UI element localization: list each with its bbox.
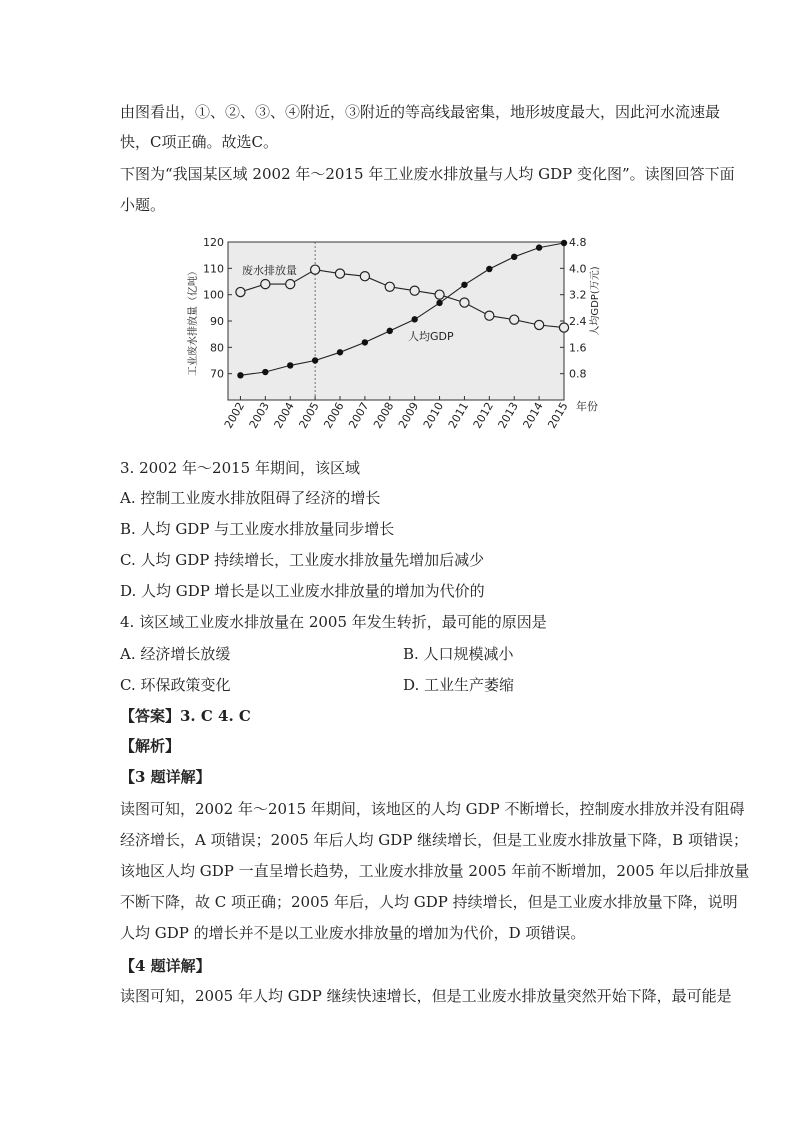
y-right-tick-label: 3.2: [569, 288, 587, 302]
q4-stem: 4. 该区域工业废水排放量在 2005 年发生转折，最可能的原因是: [120, 613, 547, 631]
detail-3-line-2: 经济增长，A 项错误；2005 年后人均 GDP 继续增长，但是工业废水排放量下降，B 项错误；: [120, 831, 748, 849]
x-tick-label: 2007: [346, 400, 372, 431]
x-tick-label: 2006: [321, 400, 347, 431]
gdp-point: [561, 240, 567, 246]
x-tick-label: 2002: [221, 400, 248, 431]
gdp-point: [486, 266, 492, 272]
intro-line-2: 快，C项正确。故选C。: [120, 133, 278, 151]
x-tick-label: 2010: [420, 400, 447, 431]
detail-3-line-5: 人均 GDP 的增长并不是以工业废水排放量的增加为代价，D 项错误。: [120, 924, 586, 942]
y-left-tick-label: 100: [203, 288, 224, 302]
intro-line-4: 小题。: [120, 196, 166, 214]
wastewater-gdp-chart: [186, 228, 606, 440]
intro-line-1: 由图看出，①、②、③、④附近，③附近的等高线最密集，地形坡度最大，因此河水流速最: [120, 103, 721, 121]
detail-4-title: 【4 题详解】: [120, 957, 211, 975]
wastewater-point: [460, 298, 469, 307]
wastewater-point: [559, 323, 568, 332]
y-right-tick-label: 0.8: [569, 367, 587, 381]
gdp-point: [436, 300, 442, 306]
x-tick-label: 2003: [246, 400, 272, 431]
y-right-tick-label: 1.6: [569, 341, 587, 355]
wastewater-point: [261, 280, 270, 289]
gdp-point: [536, 244, 542, 250]
legend-wastewater: 废水排放量: [242, 264, 297, 277]
wastewater-point: [410, 286, 419, 295]
y-left-tick-label: 120: [203, 236, 224, 249]
wastewater-point: [360, 272, 369, 281]
wastewater-point: [335, 269, 344, 278]
wastewater-point: [311, 265, 320, 274]
q3-option-a: A. 控制工业废水排放阻碍了经济的增长: [120, 489, 381, 507]
x-tick-label: 2014: [520, 400, 546, 431]
gdp-point: [511, 254, 517, 260]
x-tick-label: 2015: [545, 400, 571, 431]
x-axis-label: 年份: [576, 400, 598, 413]
gdp-point: [237, 372, 243, 378]
detail-4-line-1: 读图可知，2005 年人均 GDP 继续快速增长，但是工业废水排放量突然开始下降，最可能是: [120, 987, 732, 1005]
gdp-point: [312, 357, 318, 363]
intro-line-3: 下图为“我国某区域 2002 年～2015 年工业废水排放量与人均 GDP 变化图”。读图回答下面: [120, 165, 735, 183]
wastewater-point: [485, 311, 494, 320]
y-axis-right-label: 人均GDP(万元): [590, 266, 601, 336]
detail-3-line-3: 该地区人均 GDP 一直呈增长趋势，工业废水排放量 2005 年前不断增加，2005 年以后排放量: [120, 862, 750, 880]
y-left-tick-label: 80: [210, 341, 224, 355]
detail-3-line-4: 不断下降，故 C 项正确；2005 年后，人均 GDP 持续增长，但是工业废水排放量下降，说明: [120, 893, 738, 911]
q4-option-b: B. 人口规模减小: [403, 645, 514, 663]
y-left-tick-label: 90: [210, 315, 224, 328]
q4-option-d: D. 工业生产萎缩: [403, 676, 515, 694]
y-right-tick-label: 4.0: [569, 262, 587, 276]
wastewater-point: [236, 287, 245, 296]
gdp-point: [287, 362, 293, 368]
gdp-point: [337, 349, 343, 355]
detail-3-line-1: 读图可知，2002 年～2015 年期间，该地区的人均 GDP 不断增长，控制废水排放并没有阻碍: [120, 800, 745, 818]
y-right-tick-label: 2.4: [569, 315, 587, 328]
answer-line: 【答案】3. C 4. C: [120, 707, 251, 725]
wastewater-point: [510, 315, 519, 324]
x-tick-label: 2004: [271, 400, 297, 431]
x-tick-label: 2009: [396, 400, 422, 431]
q3-option-c: C. 人均 GDP 持续增长，工业废水排放量先增加后减少: [120, 551, 485, 569]
wastewater-point: [286, 280, 295, 289]
legend-gdp: 人均GDP: [408, 330, 454, 343]
q3-option-b: B. 人均 GDP 与工业废水排放量同步增长: [120, 520, 395, 538]
y-left-tick-label: 70: [210, 367, 224, 381]
y-left-tick-label: 110: [203, 262, 224, 276]
x-tick-label: 2013: [495, 400, 521, 431]
gdp-point: [362, 339, 368, 345]
wastewater-point: [385, 282, 394, 291]
gdp-point: [387, 328, 393, 334]
wastewater-point: [435, 290, 444, 299]
x-tick-label: 2008: [371, 400, 397, 431]
x-tick-label: 2005: [296, 400, 322, 431]
x-tick-label: 2011: [445, 400, 472, 431]
y-axis-left-label: 工业废水排放量（亿吨）: [188, 266, 199, 376]
q3-stem: 3. 2002 年～2015 年期间，该区域: [120, 459, 360, 477]
q4-option-c: C. 环保政策变化: [120, 676, 231, 694]
gdp-point: [411, 316, 417, 322]
gdp-point: [262, 369, 268, 375]
analysis-title: 【解析】: [120, 737, 181, 755]
detail-3-title: 【3 题详解】: [120, 768, 211, 786]
x-tick-label: 2012: [470, 400, 496, 431]
q4-option-a: A. 经济增长放缓: [120, 645, 231, 663]
q3-option-d: D. 人均 GDP 增长是以工业废水排放量的增加为代价的: [120, 582, 485, 600]
gdp-point: [461, 282, 467, 288]
wastewater-point: [535, 320, 544, 329]
y-right-tick-label: 4.8: [569, 236, 587, 249]
